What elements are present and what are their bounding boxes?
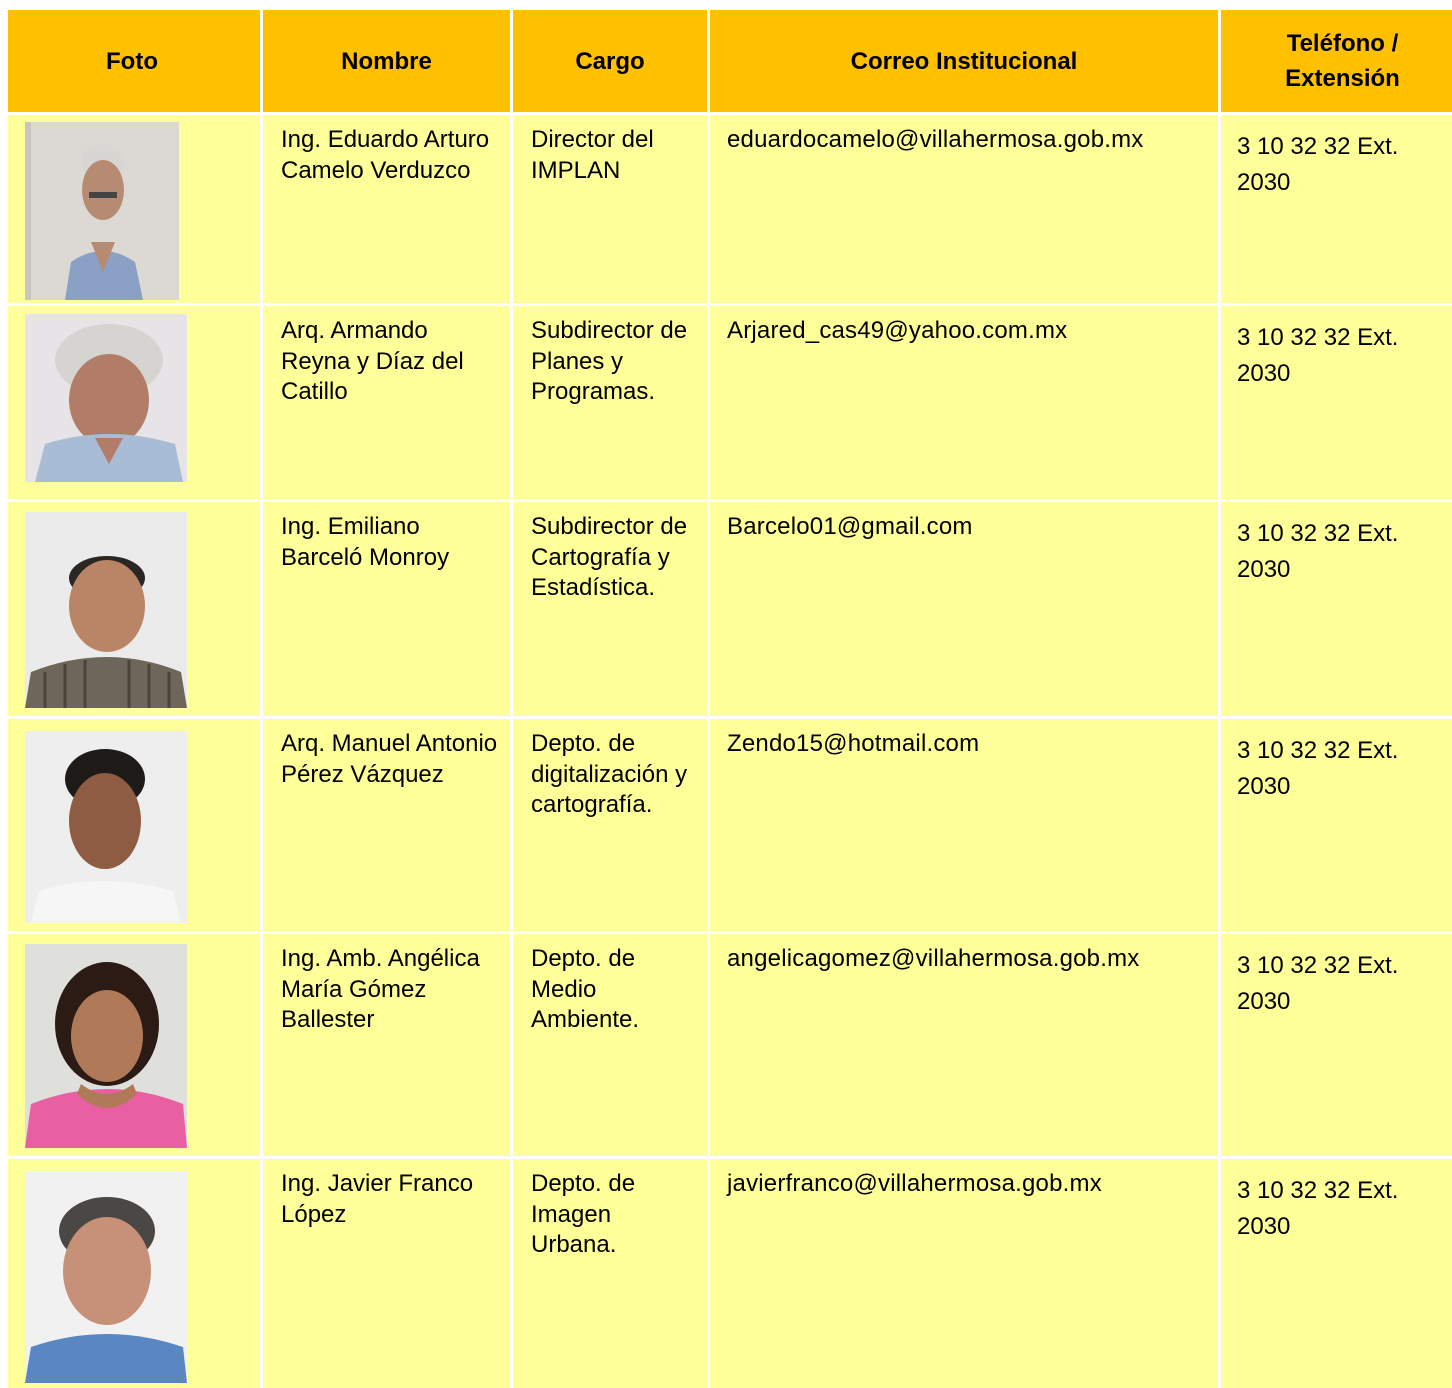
photo-cell (8, 502, 260, 716)
staff-name: Ing. Javier Franco López (263, 1159, 510, 1388)
staff-email: javierfranco@villahermosa.gob.mx (710, 1159, 1218, 1388)
header-telefono-line2: Extensión (1285, 65, 1400, 92)
table-row (8, 502, 1452, 716)
staff-photo (25, 512, 187, 708)
header-telefono (1221, 10, 1452, 112)
table-row (8, 306, 1452, 499)
staff-photo (25, 314, 187, 482)
staff-phone: 3 10 32 32 Ext. 2030 (1221, 115, 1452, 303)
staff-photo (25, 944, 187, 1148)
photo-cell (8, 719, 260, 931)
staff-directory-table (8, 10, 1452, 1388)
staff-email: Barcelo01@gmail.com (710, 502, 1218, 716)
table-row (8, 115, 1452, 303)
header-cargo: Cargo (513, 10, 707, 112)
staff-name: Ing. Emiliano Barceló Monroy (263, 502, 510, 716)
staff-name: Ing. Amb. Angélica María Gómez Ballester (263, 934, 510, 1156)
staff-name: Arq. Armando Reyna y Díaz del Catillo (263, 306, 510, 499)
staff-position: Depto. de Medio Ambiente. (513, 934, 707, 1156)
staff-phone: 3 10 32 32 Ext. 2030 (1221, 719, 1452, 931)
table-row (8, 934, 1452, 1156)
photo-cell (8, 306, 260, 499)
staff-email: Zendo15@hotmail.com (710, 719, 1218, 931)
staff-position: Subdirector de Cartografía y Estadística. (513, 502, 707, 716)
staff-position: Subdirector de Planes y Programas. (513, 306, 707, 499)
header-nombre: Nombre (263, 10, 510, 112)
staff-photo (25, 1171, 187, 1383)
header-foto: Foto (8, 10, 260, 112)
staff-email: Arjared_cas49@yahoo.com.mx (710, 306, 1218, 499)
header-telefono-line1: Teléfono / (1286, 30, 1399, 57)
staff-photo (25, 122, 179, 300)
staff-email: angelicagomez@villahermosa.gob.mx (710, 934, 1218, 1156)
header-correo: Correo Institucional (710, 10, 1218, 112)
staff-position: Depto. de Imagen Urbana. (513, 1159, 707, 1388)
table-row (8, 1159, 1452, 1388)
photo-cell (8, 1159, 260, 1388)
staff-phone: 3 10 32 32 Ext. 2030 (1221, 1159, 1452, 1388)
photo-cell (8, 115, 260, 303)
staff-phone: 3 10 32 32 Ext. 2030 (1221, 306, 1452, 499)
staff-name: Ing. Eduardo Arturo Camelo Verduzco (263, 115, 510, 303)
staff-email: eduardocamelo@villahermosa.gob.mx (710, 115, 1218, 303)
staff-phone: 3 10 32 32 Ext. 2030 (1221, 502, 1452, 716)
staff-position: Director del IMPLAN (513, 115, 707, 303)
staff-position: Depto. de digitalización y cartografía. (513, 719, 707, 931)
table-header-row (8, 10, 1452, 112)
staff-photo (25, 731, 187, 923)
table-row (8, 719, 1452, 931)
photo-cell (8, 934, 260, 1156)
staff-phone: 3 10 32 32 Ext. 2030 (1221, 934, 1452, 1156)
staff-name: Arq. Manuel Antonio Pérez Vázquez (263, 719, 510, 931)
